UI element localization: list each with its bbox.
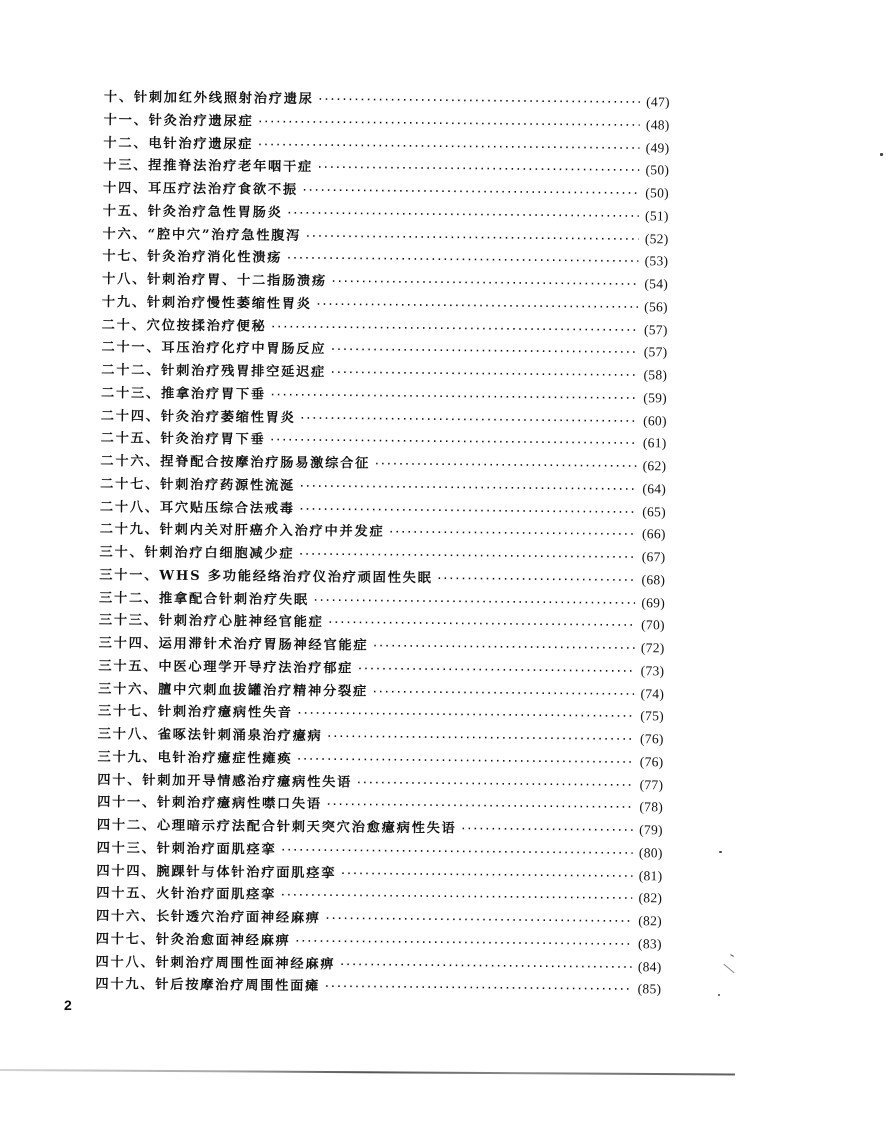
toc-entry-title: 四十八、针刺治疗周围性面神经麻痹 [95,954,336,972]
dot-leader [461,824,634,836]
toc-entry-title: 三十六、膻中穴刺血拔罐治疗精神分裂症 [98,681,369,700]
toc-entry-page: (67) [641,549,666,565]
toc-entry-page: (64) [642,480,667,497]
dot-leader [330,368,638,381]
toc-entry-page: (57) [643,321,668,337]
toc-entry-page: (52) [644,230,669,246]
toc-entry-title: 三十、针刺治疗白细胞减少症 [99,544,295,562]
toc-entry-title: 二十九、针刺内关对肝癌介入治疗中并发症 [99,522,385,540]
toc-entry-page: (51) [645,207,669,224]
toc-entry-title: 四十九、针后按摩治疗周围性面瘫 [95,977,321,995]
toc-entry-title: 十一、针灸治疗遗尿症 [103,112,254,130]
dot-leader [295,937,633,950]
toc-entry-page: (50) [645,162,670,178]
toc-entry-title: 二十七、针刺治疗药源性流涎 [100,476,296,494]
toc-entry-page: (47) [646,94,670,110]
toc-entry-title: 三十八、雀啄法针刺涌泉治疗癔病 [97,726,323,745]
toc-entry-title: 四十五、火针治疗面肌痉挛 [96,886,277,903]
toc-entry-page: (50) [645,185,670,201]
toc-entry-title: 四十七、针灸治愈面神经麻痹 [95,931,291,949]
toc-entry [95,973,661,1001]
dot-leader [356,778,634,791]
toc-entry-title: 二十五、针灸治疗胃下垂 [100,431,266,448]
toc-entry-title: 三十五、中医心理学开导疗法治疗郁症 [98,658,354,677]
toc-entry-page: (60) [643,412,667,428]
dot-leader [270,390,638,404]
dot-leader [257,140,640,154]
dot-leader [357,664,635,677]
toc-entry-page: (66) [641,526,666,542]
toc-entry-title: 三十二、推拿配合针刺治疗失眠 [99,590,309,608]
toc-entry-page: (73) [640,662,665,679]
toc-entry-page: (70) [641,617,665,633]
toc-entry-page: (75) [640,708,665,724]
dot-leader [374,460,637,473]
toc-entry-title: 四十一、针刺治疗癔病性噤口失语 [97,795,322,813]
toc-entry-page: (72) [640,640,665,656]
dot-leader [340,869,633,882]
dot-leader [313,596,636,609]
toc-entry-title: 三十三、针刺治疗心脏神经官能症 [98,613,324,631]
toc-entry-title: 二十二、针刺治疗残胃排空延迟症 [101,362,327,381]
dot-leader [299,504,637,517]
dot-leader [305,231,639,244]
toc-entry-page: (61) [642,435,667,451]
toc-entry-title: 四十二、心理暗示疗法配合针刺天突穴治愈癔病性失语 [96,817,457,837]
toc-entry-title: 十三、捏推脊法治疗老年咽干症 [103,158,314,176]
toc-entry-title: 二十三、推拿治疗胃下垂 [100,385,266,403]
toc-entry-page: (85) [637,981,662,997]
scan-speck [880,153,883,156]
toc-entry-page: (78) [639,799,664,815]
dot-leader [316,300,639,313]
toc-entry-title: 三十一、WHS 多功能经络治疗仪治疗顽固性失眠 [99,567,433,586]
toc-entry-page: (80) [638,844,663,861]
toc-entry-title: 二十、穴位按揉治疗便秘 [101,317,267,335]
toc-entry-title: 十五、针灸治疗急性胃肠炎 [102,203,283,221]
toc-entry-title: 三十九、电针治疗癔症性瘫痪 [97,749,293,767]
toc-entry-title: 十六、“腔中穴”治疗急性腹泻 [102,226,302,244]
toc-entry-page: (54) [644,276,669,292]
toc-entry-page: (57) [643,344,668,360]
toc-entry-page: (49) [645,139,670,155]
scan-speck [719,851,722,853]
dot-leader [324,982,632,995]
toc-entry-page: (79) [639,822,663,838]
dot-leader [302,186,640,199]
toc-entry-page: (68) [641,571,666,588]
dot-leader [325,914,633,927]
toc-entry-page: (59) [643,389,668,406]
dot-leader [271,322,639,336]
toc-entry-page: (77) [639,776,664,792]
toc-entry-title: 四十三、针刺治疗面肌痉挛 [96,840,277,858]
scan-speck [718,994,720,996]
dot-leader [326,800,634,813]
dot-leader [437,574,636,586]
toc-entry-title: 十七、针灸治疗消化性溃疡 [102,249,283,266]
toc-entry-page: (83) [638,935,662,952]
dot-leader [298,550,636,563]
toc-entry-title: 二十六、捏脊配合按摩治疗肠易激综合征 [100,453,371,472]
table-of-contents [95,86,670,1001]
toc-entry-page: (76) [639,731,664,747]
toc-entry-page: (62) [642,458,667,474]
toc-entry-page: (82) [638,890,663,906]
dot-leader [372,687,635,700]
dot-leader [297,709,635,722]
toc-entry-page: (81) [638,867,663,883]
dot-leader [269,436,637,450]
dot-leader [339,960,632,973]
toc-entry-page: (58) [643,367,668,383]
dot-leader [330,345,638,358]
scan-artifact-line [0,1069,735,1075]
scan-speck [730,954,734,957]
dot-leader [331,277,639,290]
toc-entry-page: (74) [640,685,665,701]
toc-entry-page: (84) [637,958,662,974]
toc-entry-title: 二十四、针灸治疗萎缩性胃炎 [100,408,296,426]
dot-leader [287,209,640,222]
toc-entry-title: 二十一、耳压治疗化疗中胃肠反应 [101,340,327,358]
dot-leader [296,755,634,768]
dot-leader [328,618,636,631]
toc-entry-title: 三十四、运用滞针术治疗胃肠神经官能症 [98,635,369,654]
dot-leader [280,891,633,904]
toc-entry-title: 十二、电针治疗遗尿症 [103,135,254,152]
toc-entry-page: (65) [642,503,667,519]
toc-entry-title: 十、针刺加红外线照射治疗遗尿 [103,89,314,108]
toc-entry-title: 四十六、长针透穴治疗面神经麻痹 [95,908,321,927]
toc-entry-title: 四十四、腕踝针与体针治疗面肌痉挛 [96,863,337,881]
toc-entry-title: 十四、耳压疗法治疗食欲不振 [102,180,298,198]
toc-entry-page: (48) [645,116,670,133]
page-number: 2 [64,997,72,1013]
dot-leader [372,642,635,655]
dot-leader [318,95,641,108]
dot-leader [299,482,637,495]
dot-leader [388,528,636,540]
toc-entry-title: 二十八、耳穴贴压综合法戒毒 [99,499,295,517]
toc-entry-title: 四十、针刺加开导情感治疗癔病性失语 [97,772,353,790]
scan-speck [723,964,734,974]
dot-leader [327,732,635,745]
toc-entry-page: (69) [641,594,666,610]
dot-leader [280,845,633,858]
dot-leader [286,254,639,267]
toc-entry-page: (53) [644,253,669,269]
dot-leader [257,117,640,131]
toc-entry-page: (56) [644,298,668,315]
toc-entry-title: 三十七、针刺治疗癔病性失音 [97,704,293,722]
dot-leader [317,163,640,176]
dot-leader [300,413,638,426]
toc-entry-page: (76) [639,753,664,770]
toc-entry-title: 十八、针刺治疗胃、十二指肠溃疡 [102,271,328,290]
toc-entry-page: (82) [638,913,663,929]
toc-entry-title: 十九、针刺治疗慢性萎缩性胃炎 [101,294,312,312]
